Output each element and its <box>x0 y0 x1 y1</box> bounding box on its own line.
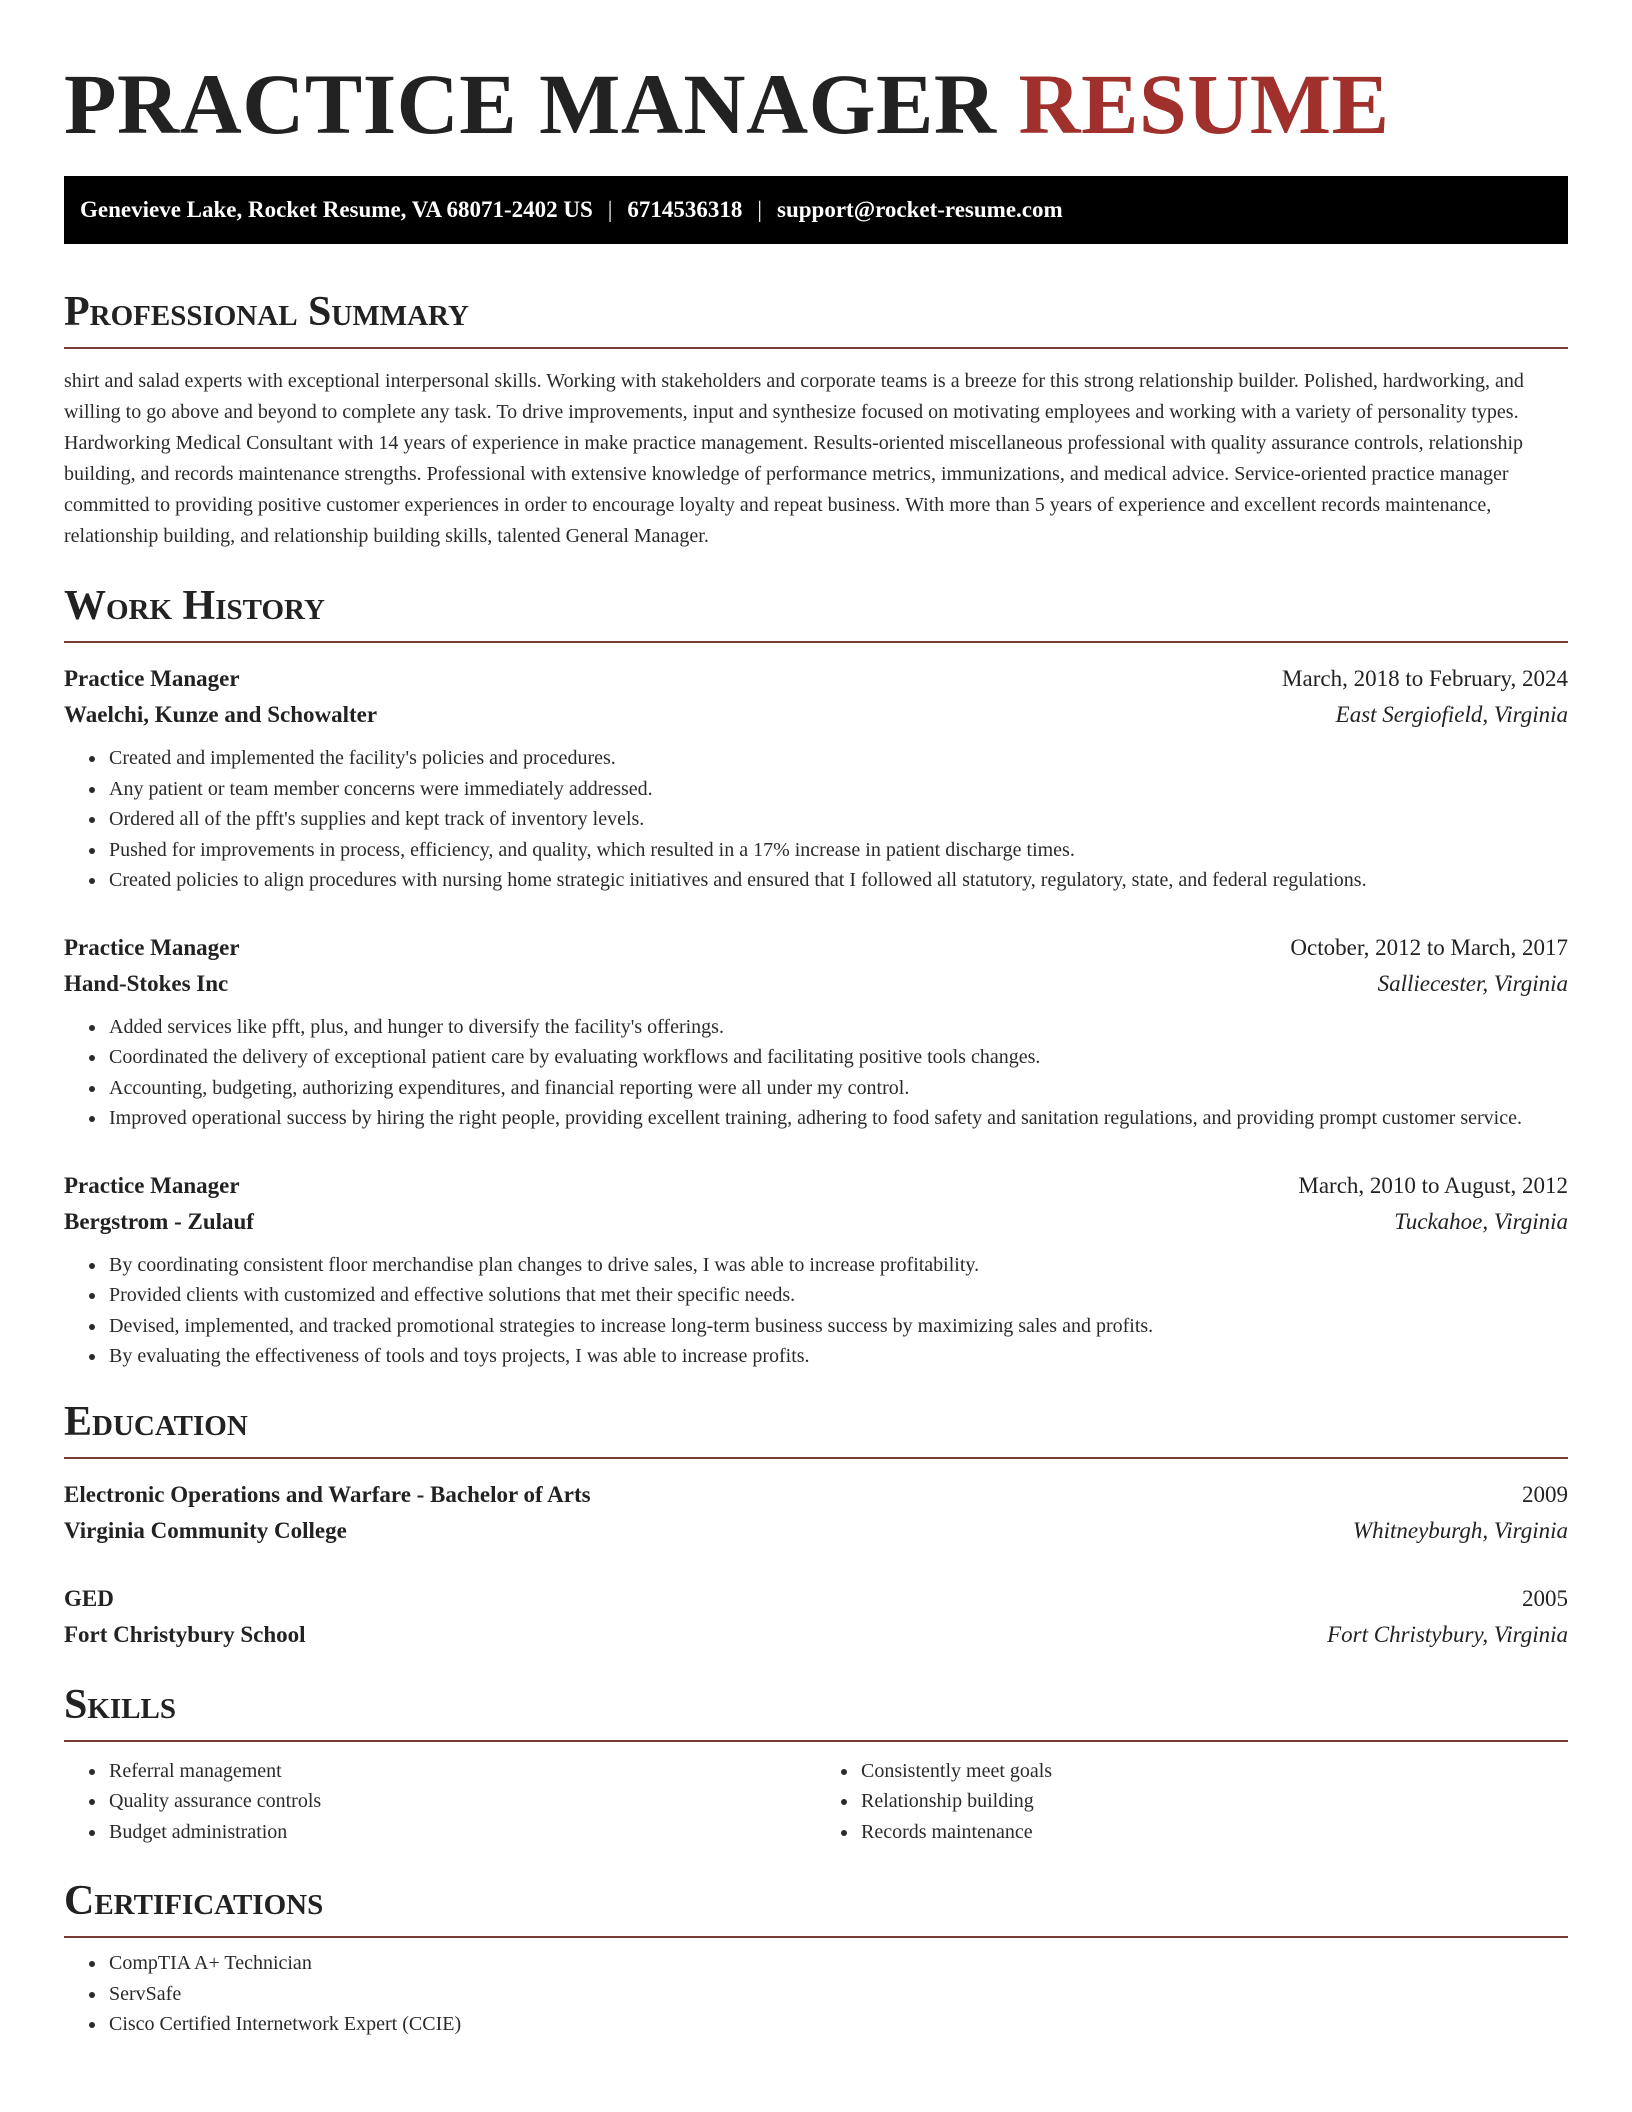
job-company-row <box>64 697 1568 733</box>
title-main: PRACTICE MANAGER <box>64 56 997 152</box>
skills-section <box>64 1681 1568 1848</box>
contact-separator: | <box>757 197 763 222</box>
list-item: • Accounting, budgeting, authorizing expenditures, and financial reporting were all under my control. <box>107 1073 1568 1104</box>
job-company: Waelchi, Kunze and Schowalter <box>64 702 378 727</box>
list-item: • Devised, implemented, and tracked promotional strategies to increase long-term business success by maximizing sales and profits. <box>107 1311 1568 1342</box>
work-history-section <box>64 582 1568 1372</box>
section-title-work-history: Work History <box>64 582 1568 643</box>
list-item: • Coordinated the delivery of exceptional patient care by evaluating workflows and facilitating positive tools changes. <box>107 1042 1568 1073</box>
list-item: • Relationship building <box>859 1786 1568 1817</box>
skills-grid <box>64 1756 1568 1848</box>
list-item: • Quality assurance controls <box>107 1786 816 1817</box>
list-item: • Created policies to align procedures with nursing home strategic initiatives and ensured that I followed all statutory, regulatory, state, and federal regulations. <box>107 865 1568 896</box>
list-item: • Budget administration <box>107 1817 816 1848</box>
list-item: • Created and implemented the facility's policies and procedures. <box>107 743 1568 774</box>
job-location: East Sergiofield, Virginia <box>1335 702 1568 727</box>
education-degree-row <box>64 1477 1568 1513</box>
summary-text: shirt and salad experts with exceptional interpersonal skills. Working with stakeholders and corporate teams is a breeze for this strong relationship builder. Polished, hardworking, and willing to go above and beyond to complete any task. To drive improvements, input and synthesize focused on motivating employees and working with a variety of personality types. Hardworking Medical Consultant with 14 years of experience in make practice management. Results-oriented miscellaneous professional with quality assurance controls, relationship building, and records maintenance strengths. Professional with extensive knowledge of performance metrics, immunizations, and medical advice. Service-oriented practice manager committed to providing positive customer experiences in order to encourage loyalty and repeat business. With more than 5 years of experience and excellent records maintenance, relationship building, and relationship building skills, talented General Manager. <box>64 370 1524 547</box>
job-dates: March, 2010 to August, 2012 <box>1298 1172 1568 1198</box>
page-title <box>64 0 1568 174</box>
education-degree-row <box>64 1581 1568 1617</box>
education-entry <box>64 1581 1568 1653</box>
certifications-section <box>64 1877 1568 2040</box>
job-bullets <box>64 1012 1568 1134</box>
list-item: • Referral management <box>107 1756 816 1787</box>
education-location: Whitneyburgh, Virginia <box>1352 1517 1568 1543</box>
job-company: Bergstrom - Zulauf <box>64 1208 254 1234</box>
list-item: • Records maintenance <box>859 1817 1568 1848</box>
job-position: Practice Manager <box>64 1172 240 1198</box>
job-company-row <box>64 1204 1568 1240</box>
summary-section <box>64 288 1568 552</box>
education-school-row <box>64 1617 1568 1653</box>
job-dates: October, 2012 to March, 2017 <box>1290 934 1568 960</box>
list-item: • Any patient or team member concerns were immediately addressed. <box>107 774 1568 805</box>
education-section <box>64 1398 1568 1653</box>
job-header-row <box>64 930 1568 966</box>
section-title-summary: Professional Summary <box>64 288 1568 349</box>
job-bullets <box>64 743 1568 896</box>
list-item: • Added services like pfft, plus, and hunger to diversify the facility's offerings. <box>107 1012 1568 1043</box>
list-item: • Pushed for improvements in process, efficiency, and quality, which resulted in a 17% increase in patient discharge times. <box>107 835 1568 866</box>
job-position: Practice Manager <box>64 934 240 960</box>
job-dates: March, 2018 to February, 2024 <box>1282 666 1568 691</box>
list-item: • Improved operational success by hiring the right people, providing excellent training, adhering to food safety and sanitation regulations, and providing prompt customer service. <box>107 1103 1568 1134</box>
job-location: Salliecester, Virginia <box>1377 970 1568 996</box>
job-entry <box>64 661 1568 896</box>
list-item: • Ordered all of the pfft's supplies and kept track of inventory levels. <box>107 804 1568 835</box>
education-entry <box>64 1477 1568 1549</box>
contact-email[interactable]: support@rocket-resume.com <box>777 197 1063 222</box>
education-degree: Electronic Operations and Warfare - Bachelor of Arts <box>64 1481 591 1507</box>
contact-address: Genevieve Lake, Rocket Resume, VA 68071-2402 US <box>80 197 593 222</box>
job-company: Hand-Stokes Inc <box>64 970 229 996</box>
job-location: Tuckahoe, Virginia <box>1394 1208 1568 1234</box>
section-title-education: Education <box>64 1398 1568 1459</box>
job-header-row <box>64 661 1568 697</box>
education-year: 2005 <box>1522 1585 1568 1611</box>
education-location: Fort Christybury, Virginia <box>1327 1621 1568 1647</box>
section-title-skills: Skills <box>64 1681 1568 1742</box>
contact-bar <box>64 176 1568 244</box>
education-school: Fort Christybury School <box>64 1621 306 1647</box>
contact-separator: | <box>607 197 613 222</box>
list-item: • Consistently meet goals <box>859 1756 1568 1787</box>
education-school-row <box>64 1513 1568 1549</box>
certifications-list <box>64 1948 1568 2040</box>
list-item: • Cisco Certified Internetwork Expert (CCIE) <box>107 2009 1568 2040</box>
title-accent: RESUME <box>1018 56 1390 152</box>
contact-phone[interactable]: 6714536318 <box>627 197 743 222</box>
job-entry <box>64 930 1568 1134</box>
list-item: • By evaluating the effectiveness of tools and toys projects, I was able to increase profits. <box>107 1341 1568 1372</box>
list-item: • Provided clients with customized and effective solutions that met their specific needs. <box>107 1280 1568 1311</box>
job-entry <box>64 1168 1568 1372</box>
list-item: • CompTIA A+ Technician <box>107 1948 1568 1979</box>
skills-list-right <box>816 1756 1568 1848</box>
job-header-row <box>64 1168 1568 1204</box>
list-item: • By coordinating consistent floor merchandise plan changes to drive sales, I was able to increase profitability. <box>107 1250 1568 1281</box>
section-title-certifications: Certifications <box>64 1877 1568 1938</box>
education-degree: GED <box>64 1585 114 1611</box>
list-item: • ServSafe <box>107 1979 1568 2010</box>
skills-list-left <box>64 1756 816 1848</box>
education-year: 2009 <box>1522 1481 1568 1507</box>
job-position: Practice Manager <box>64 666 240 691</box>
job-company-row <box>64 966 1568 1002</box>
job-bullets <box>64 1250 1568 1372</box>
education-school: Virginia Community College <box>64 1517 347 1543</box>
